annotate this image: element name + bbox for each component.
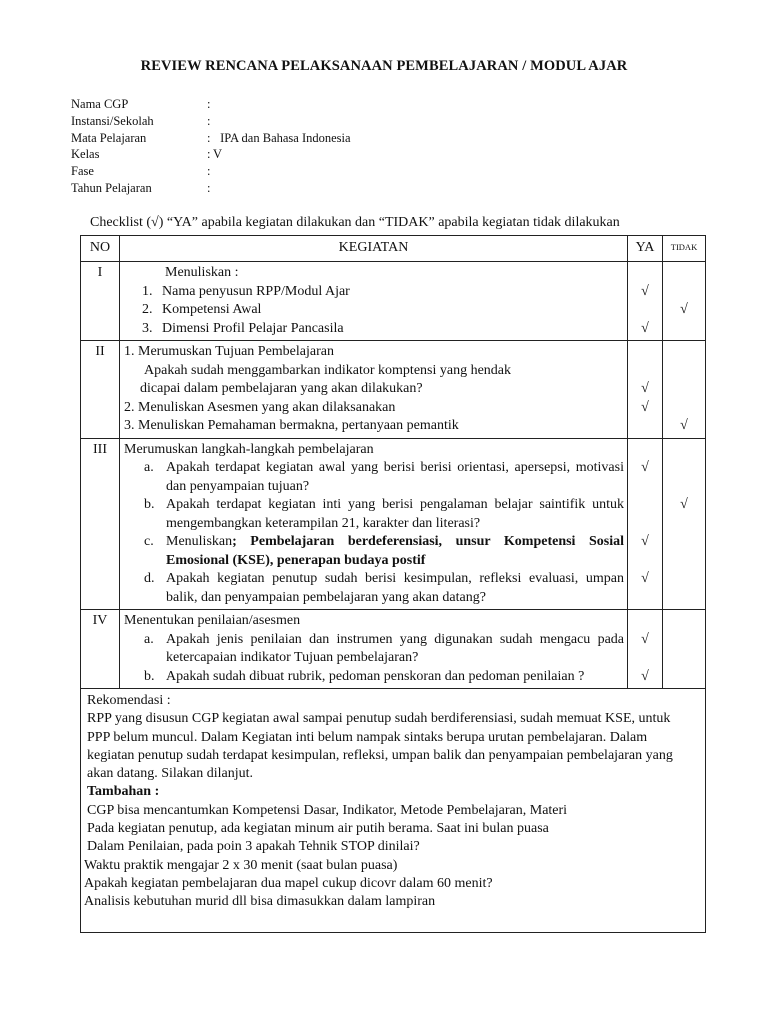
section-heading: Menuliskan :: [165, 265, 239, 280]
info-label: Instansi/Sekolah: [71, 113, 154, 128]
info-colon: :: [207, 113, 211, 128]
item-text: Apakah terdapat kegiatan inti yang berisi pengalaman belajar saintifik untuk: [166, 497, 624, 512]
row-number: I: [81, 262, 120, 341]
check-mark: √: [641, 534, 649, 549]
table-row-section-3: [81, 438, 706, 610]
tambahan-line: CGP bisa mencantumkan Kompetensi Dasar, Indikator, Metode Pembelajaran, Materi: [87, 802, 568, 818]
tidak-cell: [663, 262, 706, 341]
identity-section: [71, 96, 351, 197]
document-title: REVIEW RENCANA PELAKSANAAN PEMBELAJARAN / MODUL AJAR: [140, 58, 628, 74]
item-letter: d.: [144, 571, 155, 586]
item-text: ketercapaian indikator Tujuan pembelajaran?: [166, 650, 419, 665]
list-item: [124, 570, 624, 589]
row-number: III: [81, 438, 120, 610]
item-letter: a.: [144, 631, 154, 647]
section-heading: Menentukan penilaian/asesmen: [124, 613, 301, 628]
check-mark: √: [641, 460, 649, 475]
info-row-instansi: [71, 113, 351, 130]
info-colon: :: [207, 164, 211, 179]
ya-cell: [628, 262, 663, 341]
info-label: Mata Pelajaran: [71, 130, 147, 145]
item-text: mengembangkan keterampilan 21, karakter dan literasi?: [166, 515, 481, 531]
tambahan-line: Apakah kegiatan pembelajaran dua mapel cukup dicovr dalam 60 menit?: [84, 875, 493, 891]
check-mark: √: [641, 320, 649, 336]
kegiatan-cell: [120, 438, 628, 610]
list-item: [124, 320, 624, 339]
ya-cell: [628, 610, 663, 689]
header-kegiatan: KEGIATAN: [120, 236, 628, 262]
check-mark: √: [680, 497, 688, 512]
info-colon: :: [207, 180, 211, 195]
list-item: [124, 459, 624, 478]
tambahan-line: Waktu praktik mengajar 2 x 30 menit (saat bulan puasa): [84, 857, 398, 873]
item-text: dicapai dalam pembelajaran yang akan dilakukan?: [140, 381, 423, 396]
item-text: Apakah sudah dibuat rubrik, pedoman penskoran dan pedoman penilaian ?: [166, 668, 585, 684]
tambahan-line: Analisis kebutuhan murid dll bisa dimasukkan dalam lampiran: [84, 894, 436, 910]
list-item: 3. Menuliskan Pemahaman bermakna, pertanyaan pemantik: [124, 418, 459, 433]
check-mark: √: [680, 302, 688, 317]
check-mark: √: [680, 418, 688, 433]
item-text: Menuliskan: [166, 534, 233, 549]
rekomendasi-line: akan datang. Silakan dilanjut.: [87, 766, 254, 782]
table-row-section-2: [81, 341, 706, 439]
item-letter: b.: [144, 668, 155, 684]
info-label: Nama CGP: [71, 97, 129, 111]
tidak-cell: [663, 610, 706, 689]
rekomendasi-cell: [81, 689, 706, 933]
item-number: 3.: [142, 320, 153, 336]
table-row-section-4: [81, 610, 706, 689]
info-row-kelas: [71, 146, 351, 163]
check-mark: √: [641, 668, 649, 684]
kegiatan-cell: [120, 341, 628, 439]
item-text: Apakah sudah menggambarkan indikator komptensi yang hendak: [144, 362, 512, 378]
header-ya: YA: [628, 236, 663, 262]
item-text-bold: ; Pembelajaran berdeferensiasi, unsur Kompetensi Sosial: [232, 534, 624, 549]
list-item: 1. Merumuskan Tujuan Pembelajaran: [124, 344, 334, 359]
item-letter: a.: [144, 460, 154, 475]
info-value: IPA dan Bahasa Indonesia: [217, 130, 351, 145]
check-mark: √: [641, 631, 649, 647]
list-item: [124, 631, 624, 650]
item-text-bold: Emosional (KSE), penerapan budaya postif: [166, 552, 426, 568]
table-row-section-1: [81, 262, 706, 341]
kegiatan-cell: [120, 262, 628, 341]
list-item: [124, 301, 624, 320]
row-number: II: [81, 341, 120, 439]
item-text: Dimensi Profil Pelajar Pancasila: [162, 320, 344, 336]
info-value: V: [213, 147, 223, 162]
tambahan-line: Pada kegiatan penutup, ada kegiatan minum air putih berama. Saat ini bulan puasa: [87, 821, 549, 837]
table-row-rekomendasi: [81, 689, 706, 933]
info-row-nama-cgp: [71, 96, 351, 113]
item-letter: c.: [144, 534, 154, 549]
table-header-row: [81, 236, 706, 262]
rekomendasi-line: kegiatan penutup sudah terdapat kesimpulan, refleksi, umpan balik dan penyampaian pembelajaran yang: [87, 747, 673, 763]
kegiatan-cell: [120, 610, 628, 689]
info-colon: :: [207, 130, 211, 145]
info-row-tahun-pelajaran: [71, 180, 351, 197]
tambahan-label: Tambahan :: [87, 784, 160, 800]
tidak-cell: [663, 341, 706, 439]
info-row-mata-pelajaran: [71, 130, 351, 147]
info-row-fase: [71, 163, 351, 180]
list-item: [124, 668, 624, 687]
item-letter: b.: [144, 497, 155, 512]
tidak-cell: [663, 438, 706, 610]
section-heading: Merumuskan langkah-langkah pembelajaran: [124, 441, 374, 457]
review-table: [80, 235, 706, 933]
item-text: [124, 552, 624, 571]
rekomendasi-line: PPP belum muncul. Dalam Kegiatan inti belum nampak sintaks berupa urutan pembelajaran. Dalam: [87, 729, 648, 745]
header-tidak: TIDAK: [663, 236, 706, 262]
item-text: Kompetensi Awal: [162, 302, 262, 317]
rekomendasi-label: Rekomendasi :: [87, 693, 171, 708]
item-text: dan penyampaian tujuan?: [166, 478, 310, 494]
check-mark: √: [641, 381, 649, 396]
rekomendasi-line: RPP yang disusun CGP kegiatan awal sampai penutup sudah berdiferensiasi, sudah memuat KSE, untuk: [87, 711, 671, 727]
item-number: 2.: [142, 302, 153, 317]
check-mark: √: [641, 571, 649, 586]
list-item: [124, 496, 624, 515]
info-colon: :: [207, 97, 211, 111]
item-text: Nama penyusun RPP/Modul Ajar: [162, 283, 350, 299]
ya-cell: [628, 341, 663, 439]
info-label: Kelas: [71, 147, 100, 162]
item-number: 1.: [142, 283, 153, 299]
list-item: 2. Menuliskan Asesmen yang akan dilaksanakan: [124, 399, 396, 415]
header-no: NO: [81, 236, 120, 262]
info-label: Fase: [71, 164, 94, 179]
row-number: IV: [81, 610, 120, 689]
info-label: Tahun Pelajaran: [71, 180, 152, 195]
item-text: Apakah terdapat kegiatan awal yang berisi berisi orientasi, apersepsi, motivasi: [166, 460, 624, 475]
item-text: balik, dan penyampaian pembelajaran yang akan datang?: [166, 589, 486, 605]
list-item: [124, 283, 624, 302]
check-mark: √: [641, 283, 649, 299]
item-text-wrapper: [166, 533, 624, 552]
info-colon: :: [207, 147, 211, 162]
tambahan-line: Dalam Penilaian, pada poin 3 apakah Tehnik STOP dinilai?: [87, 839, 420, 855]
item-text: Apakah kegiatan penutup sudah berisi kesimpulan, refleksi evaluasi, umpan: [166, 571, 624, 586]
list-item: [124, 533, 624, 552]
check-mark: √: [641, 399, 649, 415]
item-text: Apakah jenis penilaian dan instrumen yang digunakan sudah mengacu pada: [166, 631, 624, 647]
ya-cell: [628, 438, 663, 610]
checklist-instruction: Checklist (√) “YA” apabila kegiatan dilakukan dan “TIDAK” apabila kegiatan tidak dilakukan: [90, 215, 620, 230]
